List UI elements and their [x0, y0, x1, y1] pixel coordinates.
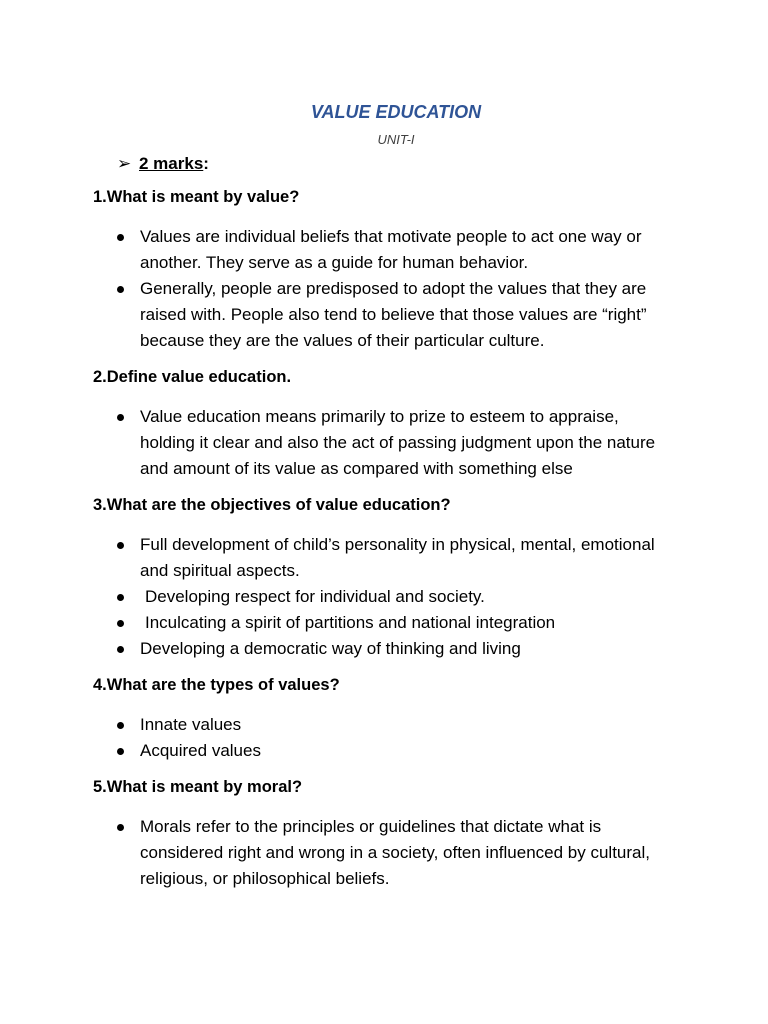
- list-item: [93, 584, 673, 610]
- document-subtitle: UNIT-I: [377, 132, 415, 147]
- document-title: VALUE EDUCATION: [310, 102, 482, 122]
- list-item: [93, 610, 673, 636]
- bullet-icon: [117, 414, 124, 421]
- answer-list: [93, 814, 673, 892]
- bullet-icon: [117, 234, 124, 241]
- list-item: [93, 404, 673, 482]
- bullet-icon: [117, 722, 124, 729]
- bullet-icon: [117, 748, 124, 755]
- bullet-icon: [117, 594, 124, 601]
- answer-text: Developing respect for individual and society.: [145, 587, 485, 606]
- answer-list: [93, 404, 673, 482]
- question-list: [93, 186, 673, 904]
- section-heading: [117, 154, 209, 174]
- answer-text: Acquired values: [140, 741, 261, 760]
- bullet-icon: [117, 542, 124, 549]
- answer-text: Developing a democratic way of thinking and living: [140, 639, 521, 658]
- answer-list: [93, 712, 673, 764]
- list-item: [93, 814, 673, 892]
- answer-list: [93, 224, 673, 354]
- answer-text: Inculcating a spirit of partitions and national integration: [145, 613, 556, 632]
- answer-text: Value education means primarily to prize to esteem to appraise, holding it clear and also the act of passing judgment upon the nature and amount of its value as compared with something else: [140, 407, 656, 478]
- answer-text: Morals refer to the principles or guidelines that dictate what is considered right and wrong in a society, often influenced by cultural, religious, or philosophical beliefs.: [140, 817, 650, 888]
- answer-text: Full development of child’s personality in physical, mental, emotional and spiritual aspects.: [140, 535, 655, 580]
- question-heading: 2.Define value education.: [93, 368, 292, 386]
- question-heading: 4.What are the types of values?: [93, 676, 340, 694]
- bullet-icon: [117, 646, 124, 653]
- bullet-icon: [117, 620, 124, 627]
- section-label: 2 marks: [139, 154, 204, 173]
- answer-text: Values are individual beliefs that motivate people to act one way or another. They serve as a guide for human behavior.: [140, 227, 642, 272]
- list-item: [93, 276, 673, 354]
- answer-list: [93, 532, 673, 662]
- question-heading: 1.What is meant by value?: [93, 188, 300, 206]
- list-item: [93, 636, 673, 662]
- list-item: [93, 532, 673, 584]
- bullet-icon: [117, 286, 124, 293]
- bullet-icon: [117, 824, 124, 831]
- list-item: [93, 712, 673, 738]
- section-suffix: :: [203, 154, 209, 173]
- list-item: [93, 224, 673, 276]
- answer-text: Innate values: [140, 715, 242, 734]
- list-item: [93, 738, 673, 764]
- question-heading: 5.What is meant by moral?: [93, 778, 303, 796]
- arrow-bullet-icon: ➢: [117, 154, 132, 173]
- question-heading: 3.What are the objectives of value education?: [93, 496, 451, 514]
- answer-text: Generally, people are predisposed to adopt the values that they are raised with. People also tend to believe that those values are “right” because they are the values of their particular culture.: [140, 279, 647, 350]
